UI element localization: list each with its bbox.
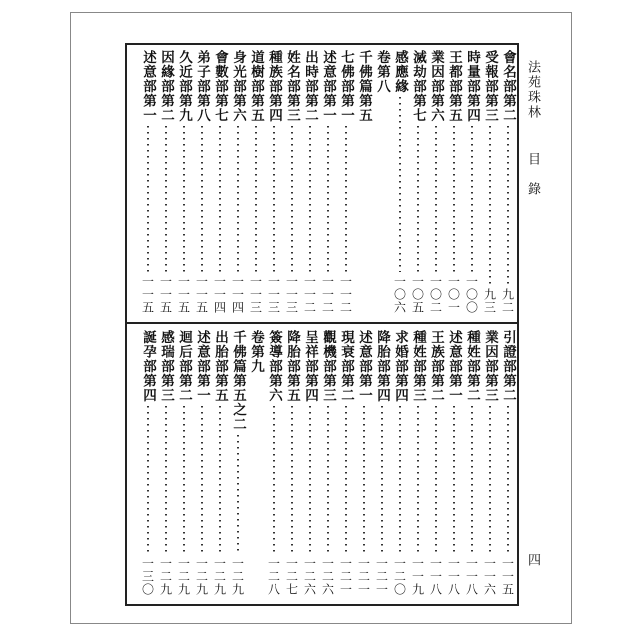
toc-entry-title: 卷第八	[374, 50, 390, 94]
toc-entry-title: 會名部第二	[500, 50, 516, 123]
toc-entry-title: 種姓部第二	[464, 330, 480, 403]
toc-entry-page: 一二七	[284, 557, 299, 596]
toc-entry-page: 一二六	[320, 557, 335, 596]
page-number: 四	[525, 553, 540, 568]
dot-leader	[345, 406, 347, 555]
toc-entry-page: 一一二	[302, 275, 317, 314]
dot-leader	[345, 126, 347, 273]
toc-entry-page: 一二九	[230, 557, 245, 596]
toc-entry-title: 簽導部第六	[266, 330, 282, 403]
toc-entry-page: 九三	[482, 288, 497, 314]
toc-entry-page: 九二	[500, 288, 515, 314]
dot-leader	[507, 126, 509, 286]
toc-entry-page: 一一八	[428, 557, 443, 596]
toc-entry-page: 一一二	[320, 275, 335, 314]
toc-entry-title: 種族部第四	[266, 50, 282, 123]
dot-leader	[435, 406, 437, 555]
dot-leader	[255, 126, 257, 273]
toc-entry-page: 一三〇	[140, 557, 155, 596]
toc-entry-title: 感應緣	[392, 50, 408, 94]
toc-entry-title: 受報部第三	[482, 50, 498, 123]
dot-leader	[435, 126, 437, 273]
dot-leader	[273, 126, 275, 273]
dot-leader	[471, 126, 473, 273]
dot-leader	[237, 126, 239, 273]
dot-leader	[489, 406, 491, 555]
toc-entry-title: 業因部第六	[428, 50, 444, 123]
toc-entry-title: 姓名部第三	[284, 50, 300, 123]
toc-entry-page: 一一五	[194, 275, 209, 314]
dot-leader	[363, 406, 365, 555]
dot-leader	[291, 126, 293, 273]
dot-leader	[309, 126, 311, 273]
toc-entry-title: 出胎部第五	[212, 330, 228, 403]
toc-entry-title: 久近部第九	[176, 50, 192, 123]
toc-entry-page: 一二六	[302, 557, 317, 596]
toc-entry-page: 一一八	[464, 557, 479, 596]
toc-entry-page: 一一八	[446, 557, 461, 596]
toc-entry-title: 弟子部第八	[194, 50, 210, 123]
toc-entry-title: 身光部第六	[230, 50, 246, 123]
dot-leader	[417, 406, 419, 555]
toc-entry-page: 一一五	[158, 275, 173, 314]
toc-entry-title: 卷第九	[248, 330, 264, 374]
toc-entry-page: 一一二	[338, 275, 353, 314]
dot-leader	[453, 126, 455, 273]
toc-entry-page: 一〇六	[392, 275, 407, 314]
toc-entry-page: 一二九	[176, 557, 191, 596]
dot-leader	[417, 126, 419, 273]
toc-entry-page: 一〇一	[446, 275, 461, 314]
toc-entry-page: 一一四	[230, 275, 245, 314]
toc-entry-title: 千佛篇第五之二	[230, 330, 246, 432]
toc-entry-page: 一二九	[212, 557, 227, 596]
section-title: 目 錄	[525, 152, 540, 197]
dot-leader	[165, 406, 167, 555]
toc-entry-page: 一〇〇	[464, 275, 479, 314]
toc-entry-title: 述意部第一	[194, 330, 210, 403]
toc-entry-title: 王族部第二	[428, 330, 444, 403]
toc-entry-title: 迴后部第二	[176, 330, 192, 403]
dot-leader	[381, 406, 383, 555]
toc-entry-page: 一一五	[500, 557, 515, 596]
toc-entry-title: 時量部第四	[464, 50, 480, 123]
toc-entry-title: 述意部第一	[356, 330, 372, 403]
toc-entry-page: 一二九	[158, 557, 173, 596]
toc-entry-title: 述意部第一	[320, 50, 336, 123]
dot-leader	[201, 406, 203, 555]
dot-leader	[219, 126, 221, 273]
toc-entry	[137, 330, 159, 596]
half-divider	[127, 322, 517, 324]
toc-entry-page: 一一六	[482, 557, 497, 596]
dot-leader	[219, 406, 221, 555]
toc-entry-page: 一二一	[356, 557, 371, 596]
toc-entry-title: 降胎部第五	[284, 330, 300, 403]
toc-entry-title: 會數部第七	[212, 50, 228, 123]
toc-entry-title: 種姓部第三	[410, 330, 426, 403]
dot-leader	[237, 435, 239, 555]
toc-entry-title: 道樹部第五	[248, 50, 264, 123]
toc-entry-page: 一〇五	[410, 275, 425, 314]
dot-leader	[183, 126, 185, 273]
dot-leader	[165, 126, 167, 273]
toc-entry-title: 七佛部第一	[338, 50, 354, 123]
toc-entry-page: 一二一	[374, 557, 389, 596]
dot-leader	[291, 406, 293, 555]
toc-entry-page: 一二〇	[392, 557, 407, 596]
toc-entry-title: 述意部第一	[140, 50, 156, 123]
dot-leader	[147, 126, 149, 273]
toc-entry-page: 一〇二	[428, 275, 443, 314]
dot-leader	[399, 406, 401, 555]
toc-entry-title: 千佛篇第五	[356, 50, 372, 123]
toc-entry-page: 一一五	[140, 275, 155, 314]
dot-leader	[489, 126, 491, 286]
toc-entry-title: 感瑞部第三	[158, 330, 174, 403]
toc-entry-title: 出時部第二	[302, 50, 318, 123]
toc-entry-title: 現衰部第二	[338, 330, 354, 403]
dot-leader	[453, 406, 455, 555]
toc-entry	[137, 50, 159, 314]
dot-leader	[309, 406, 311, 555]
toc-entry-page: 一一三	[266, 275, 281, 314]
dot-leader	[183, 406, 185, 555]
toc-entry-page: 一二九	[194, 557, 209, 596]
dot-leader	[507, 406, 509, 555]
toc-entry-title: 因緣部第二	[158, 50, 174, 123]
dot-leader	[399, 97, 401, 273]
toc-entry-page: 一二一	[338, 557, 353, 596]
dot-leader	[327, 126, 329, 273]
toc-entry-title: 王都部第五	[446, 50, 462, 123]
toc-entry-title: 滅劫部第七	[410, 50, 426, 123]
toc-entry-page: 一一三	[248, 275, 263, 314]
dot-leader	[273, 406, 275, 555]
book-title: 法苑珠林	[525, 60, 540, 120]
dot-leader	[327, 406, 329, 555]
toc-entry-page: 一一九	[410, 557, 425, 596]
toc-entry-title: 觀機部第三	[320, 330, 336, 403]
toc-entry-title: 求婚部第四	[392, 330, 408, 403]
toc-entry-title: 誕孕部第四	[140, 330, 156, 403]
toc-entry-page: 一二八	[266, 557, 281, 596]
toc-entry-page: 一一四	[212, 275, 227, 314]
toc-entry-title: 述意部第一	[446, 330, 462, 403]
toc-entry-page: 一一五	[176, 275, 191, 314]
dot-leader	[471, 406, 473, 555]
toc-entry-title: 業因部第三	[482, 330, 498, 403]
toc-entry-title: 引證部第二	[500, 330, 516, 403]
toc-entry-title: 降胎部第四	[374, 330, 390, 403]
toc-entry-page: 一一三	[284, 275, 299, 314]
dot-leader	[201, 126, 203, 273]
toc-entry-title: 呈祥部第四	[302, 330, 318, 403]
dot-leader	[147, 406, 149, 555]
